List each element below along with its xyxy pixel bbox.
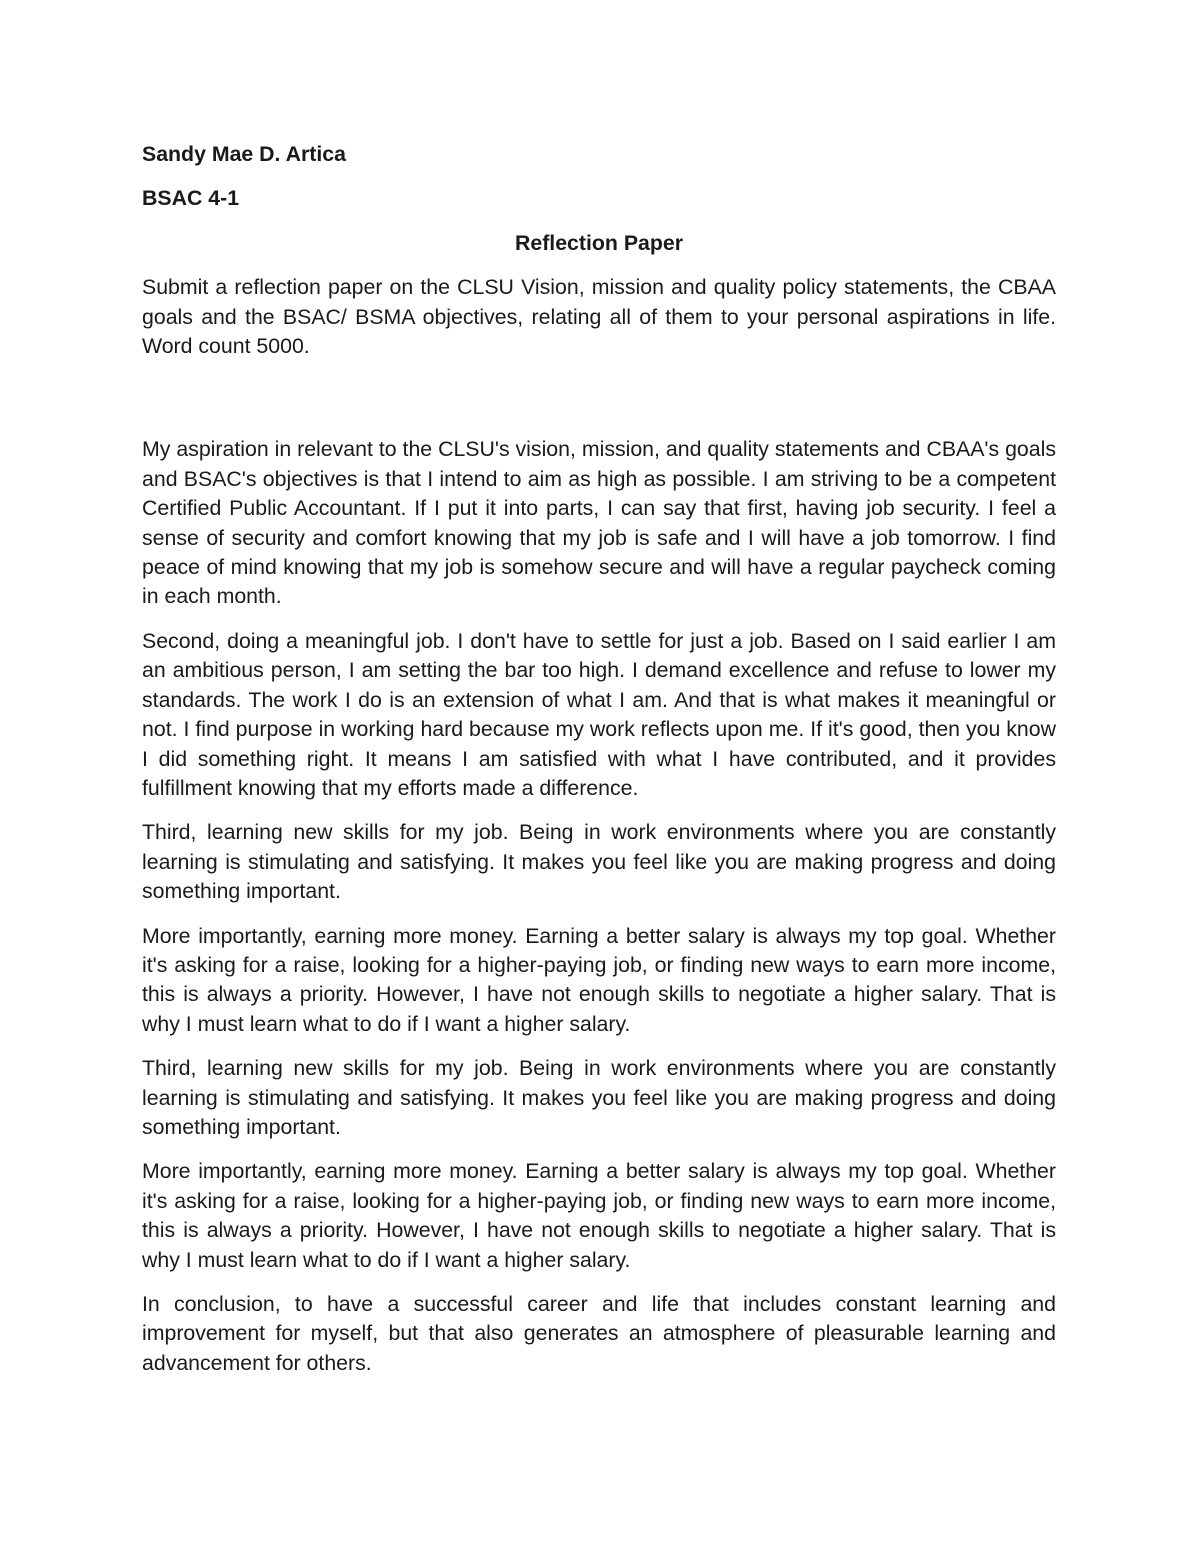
body-paragraph-meaningful-job: Second, doing a meaningful job. I don't have to settle for just a job. Based on I said earlier I am an ambitious person, I am setting the bar too high. I demand excellence and refuse to lower my standards. The work I do is an extension of what I am. And that is what makes it meaningful or not. I find purpose in working hard because my work reflects upon me. If it's good, then you know I did something right. It means I am satisfied with what I have contributed, and it provides fulfillment knowing that my efforts made a difference. [142,628,1056,800]
body-paragraph-earning-money-repeat: More importantly, earning more money. Earning a better salary is always my top goal. Whether it's asking for a raise, looking for a higher-paying job, or finding new ways to earn more income, this is always a priority. However, I have not enough skills to negotiate a higher salary. That is why I must learn what to do if I want a higher salary. [142,1159,1056,1272]
body-paragraph-learning-skills-repeat: Third, learning new skills for my job. Being in work environments where you are constantly learning is stimulating and satisfying. It makes you feel like you are making progress and doing something important. [142,1056,1056,1139]
body-paragraph-conclusion: In conclusion, to have a successful career and life that includes constant learning and improvement for myself, but that also generates an atmosphere of pleasurable learning and advancement for others. [142,1292,1056,1375]
body-paragraph-earning-money: More importantly, earning more money. Earning a better salary is always my top goal. Whether it's asking for a raise, looking for a higher-paying job, or finding new ways to earn more income, this is always a priority. However, I have not enough skills to negotiate a higher salary. That is why I must learn what to do if I want a higher salary. [142,923,1056,1036]
document-title: Reflection Paper [514,230,684,255]
body-paragraph-aspiration: My aspiration in relevant to the CLSU's vision, mission, and quality statements and CBAA's goals and BSAC's objectives is that I intend to aim as high as possible. I am striving to be a competent Certified Public Accountant. If I put it into parts, I can say that first, having job security. I feel a sense of security and comfort knowing that my job is safe and I will have a job tomorrow. I find peace of mind knowing that my job is somehow secure and will have a regular paycheck coming in each month. [142,437,1056,609]
class-section: BSAC 4-1 [142,186,240,211]
body-paragraph-learning-skills: Third, learning new skills for my job. Being in work environments where you are constantly learning is stimulating and satisfying. It makes you feel like you are making progress and doing something important. [142,820,1056,904]
assignment-prompt: Submit a reflection paper on the CLSU Vision, mission and quality policy statements, the CBAA goals and the BSAC/ BSMA objectives, relating all of them to your personal aspirations in life. Word count 5000. [142,275,1056,359]
document-page [142,140,1056,1393]
author-name: Sandy Mae D. Artica [142,142,346,166]
